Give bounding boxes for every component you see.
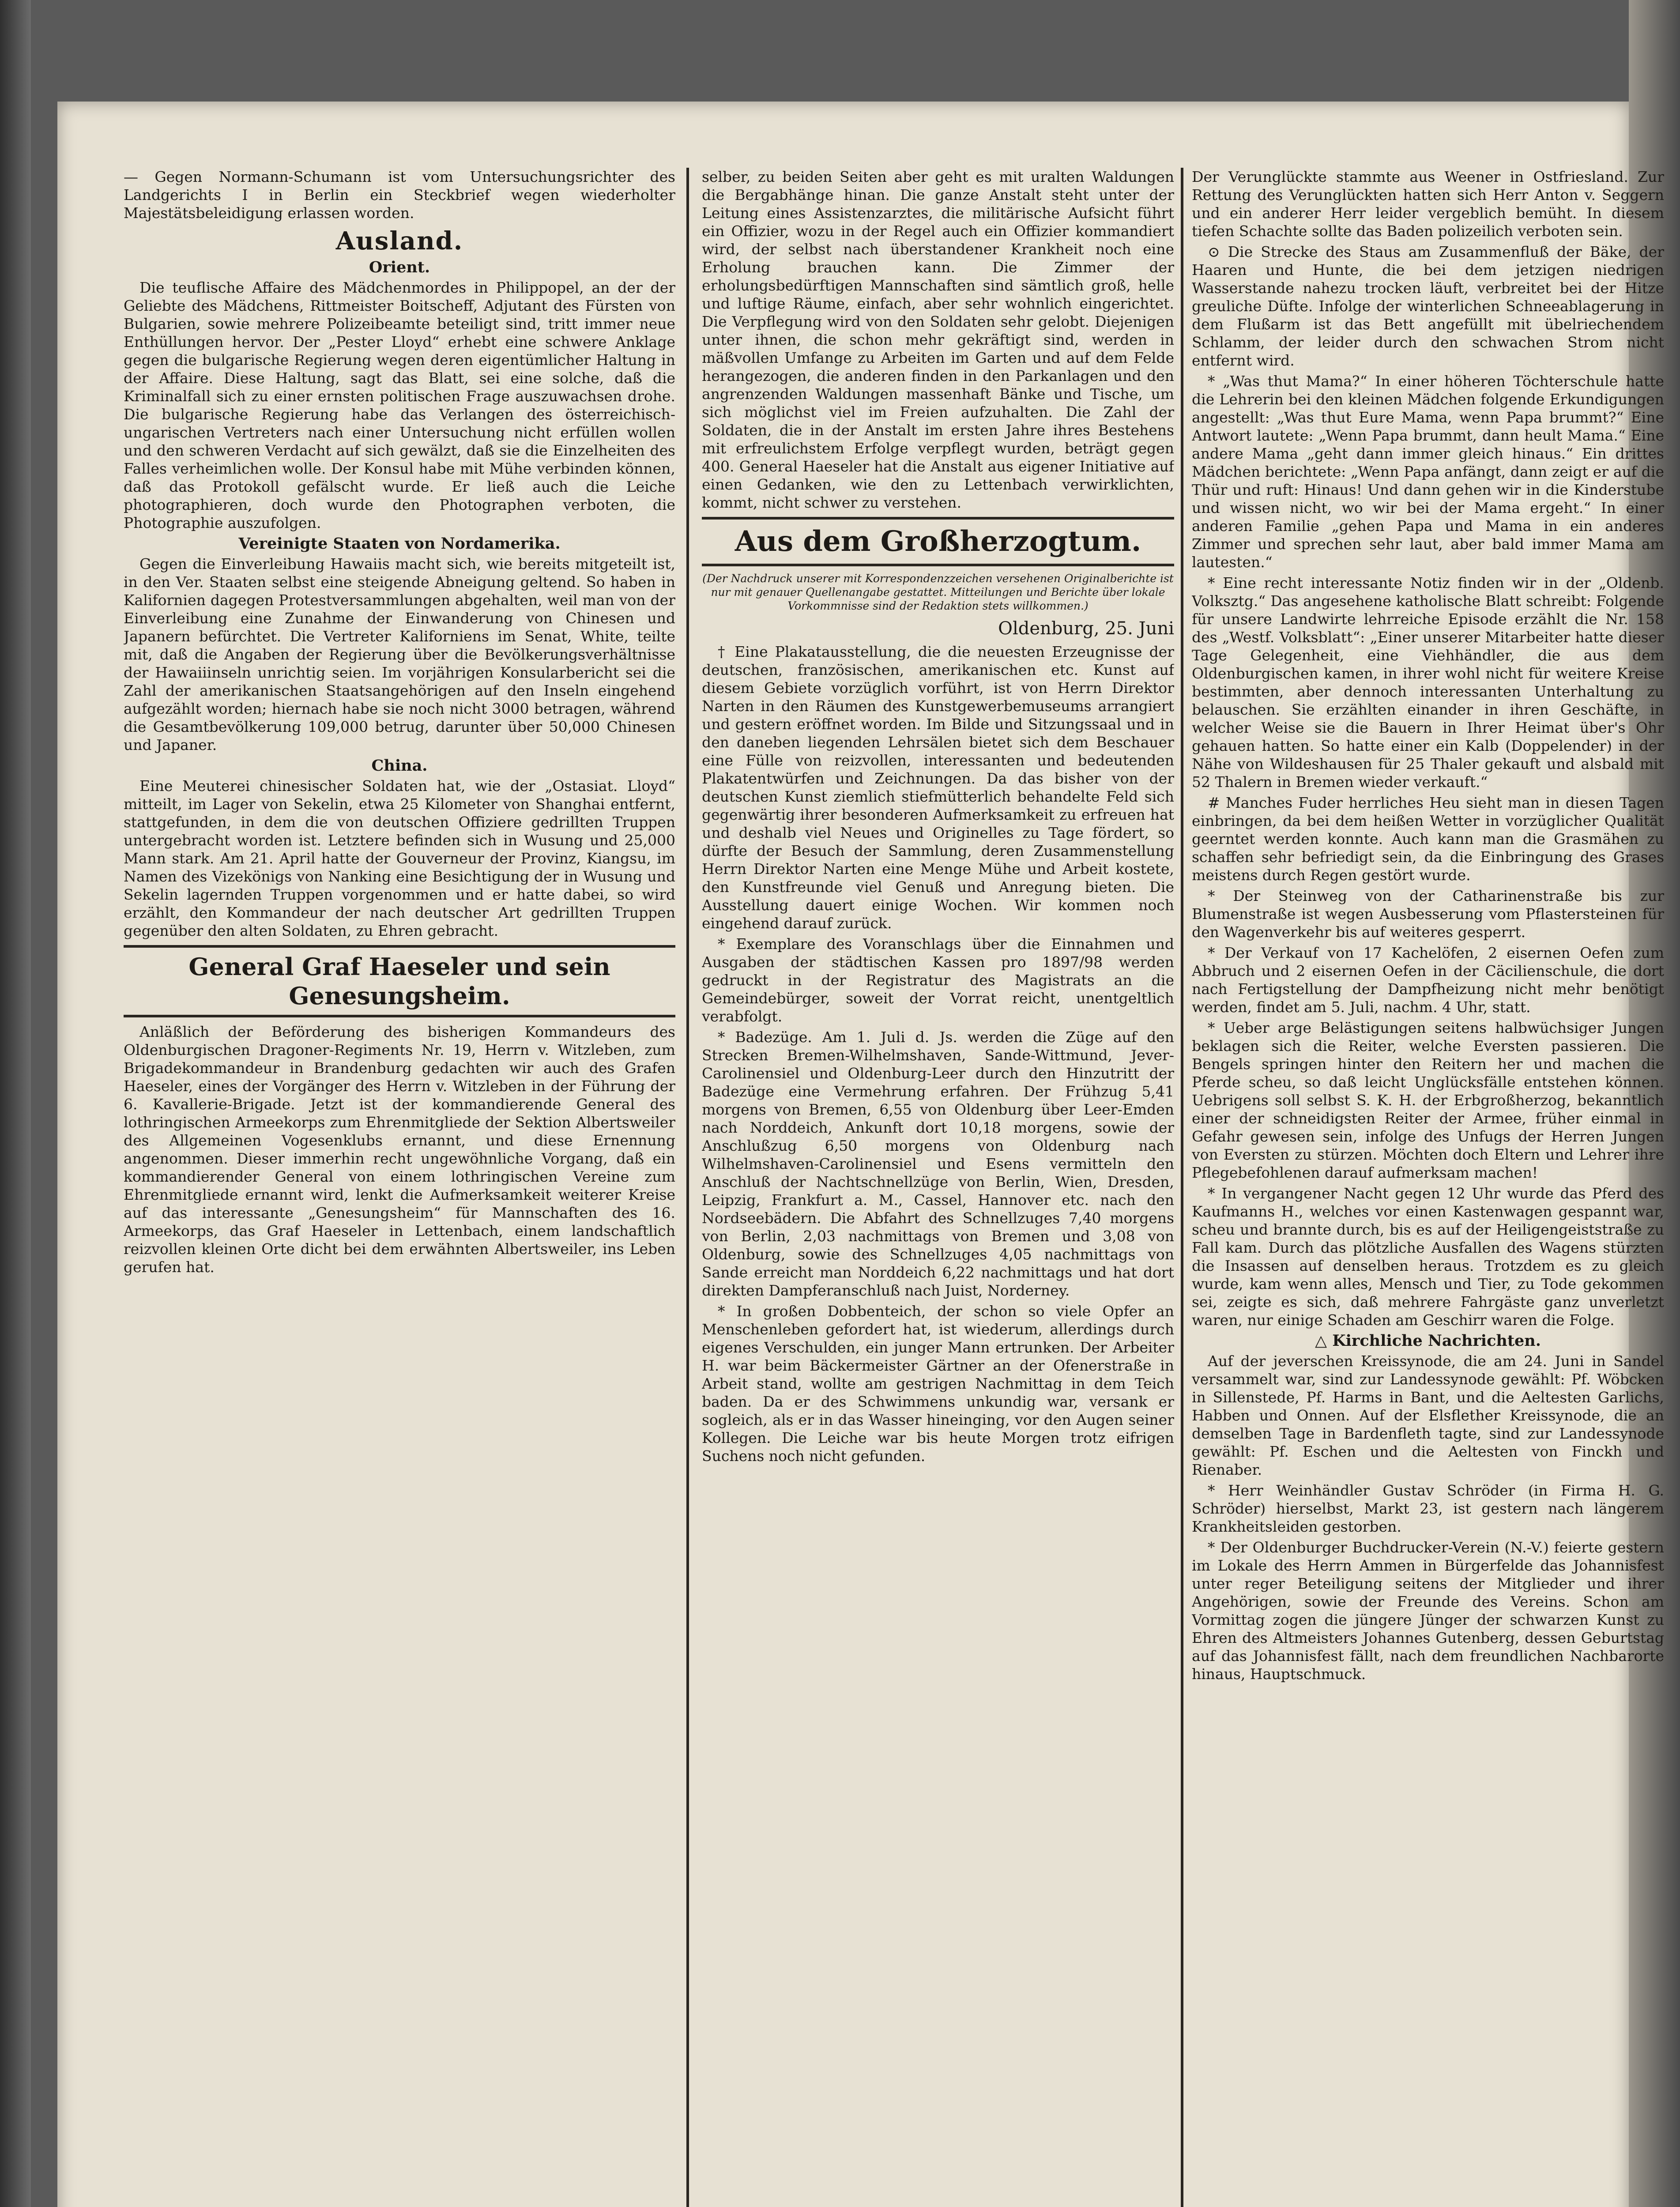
article-title-haeseler: General Graf Haeseler und sein Genesungsheim. (124, 945, 675, 1017)
subheading-usa: Vereinigte Staaten von Nordamerika. (238, 535, 561, 553)
item-voranschlag: * Exemplare des Voranschlags über die Einnahmen und Ausgaben der städtischen Kassen pro 1897/98 werden gedruckt in der Registratur des Magistrats an die Gemeindebürger, soweit der Vorrat reicht, unentgeltlich verabfolgt. (702, 935, 1174, 1025)
item-buchdrucker: * Der Oldenburger Buchdrucker-Verein (N.-V.) feierte gestern im Lokale des Herrn Ammen in Bürgerfelde das Johannisfest unter reger Beteiligung seitens der Mitglieder und ihrer Angehörigen, sowie der Freunde des Vereins. Schon am Vormittag zogen die jüngere Jünger der schwarzen Kunst zu Ehren des Altmeisters Johannes Gutenberg, dessen Geburtstag auf das Johannisfest fällt, nach dem freundlichen Nachbarorte hinaus, Hauptschmuck. (1192, 1539, 1664, 1683)
subheading-orient: Orient. (369, 258, 430, 276)
item-nacht: * In vergangener Nacht gegen 12 Uhr wurde das Pferd des Kaufmanns H., welches vor einen Kastenwagen gespannt war, scheu und brannte durch, bis es auf der Heiligengeiststraße zu Fall kam. Durch das plötzliche Ausfallen des Wagens stürzten die Insassen auf denselben heraus. Trotzdem es zu gleich wurde, kam wenn alles, Mensch und Tier, zu Tode gekommen sei, zeigte es sich, daß mehrere Fahrgäste ganz unverletzt waren, nur einige Schaden am Geschirr waren die Folge. (1192, 1185, 1664, 1329)
column-rule (1181, 168, 1183, 2207)
subheading-kirche: △ Kirchliche Nachrichten. (1315, 1332, 1541, 1350)
intro-paragraph: — Gegen Normann-Schumann ist vom Untersuchungsrichter des Landgerichts I in Berlin ein Steckbrief wegen wiederholter Majestätsbeleidigung erlassen worden. (124, 168, 675, 222)
continued-paragraph: selber, zu beiden Seiten aber geht es mit uralten Waldungen die Bergabhänge hinan. Die ganze Anstalt steht unter der Leitung eines Assistenzarztes, die militärische Aufsicht führt ein Offizier, wozu in der Regel auch ein Offizier kommandiert wird, der selbst nach überstandener Krankheit noch eine Erholung brauchen kann. Die Zimmer der erholungsbedürftigen Mannschaften sind sämtlich groß, helle und luftige Räume, einfach, aber sehr wohnlich eingerichtet. Die Verpflegung wird von den Soldaten sehr gelobt. Diejenigen unter ihnen, die schon mehr gekräftigt sind, werden in mäßvollen Umfange zu Arbeiten im Garten und auf dem Felde herangezogen, die anderen finden in den Parkanlagen und den angrenzenden Waldungen massenhaft Bänke und Tische, um sich möglichst viel im Freien aufzuhalten. Die Zahl der Soldaten, die in der Anstalt im ersten Jahre ihres Bestehens mit erfreulichstem Erfolge verpflegt wurden, beträgt gegen 400. General Haeseler hat die Anstalt aus eigener Initiative auf einen Gedanken, wie den zu Lettenbach verwirklichten, kommt, nicht schwer zu verstehen. (702, 168, 1174, 511)
item-staus: ⊙ Die Strecke des Staus am Zusammenfluß der Bäke, der Haaren und Hunte, die bei dem jetzigen niedrigen Wasserstande nahezu trocken läuft, verbreitet bei der Hitze greuliche Düfte. Infolge der winterlichen Schneeablagerung in dem Flußarm ist das Bett angefüllt mit übelriechendem Schlamm, der leider durch den schwachen Strom nicht entfernt wird. (1192, 243, 1664, 369)
book-binding (0, 0, 31, 2207)
item-notiz: * Eine recht interessante Notiz finden wir in der „Oldenb. Volksztg.“ Das angesehene katholische Blatt schreibt: Folgende für unsere Landwirte lehrreiche Episode erzählt die Nr. 158 des „Westf. Volksblatt“: „Einer unserer Mitarbeiter hatte dieser Tage Gelegenheit, eine Viehhändler, die aus dem Oldenburgischen kamen, in ihrer wohl nicht für weitere Kreise bestimmten, aber dennoch interessanten Unterhaltung zu belauschen. Sie erzählten einander in ihren Geschäfte, in welcher Weise sie die Bauern in Ihrer Heimat über's Ohr gehauen hatten. So hatte einer ein Kalb (Doppelender) in der Nähe von Wildeshausen für 25 Thaler gekauft und alsbald mit 52 Thalern in Bremen wieder verkauft.“ (1192, 574, 1664, 791)
continued-paragraph: Der Verunglückte stammte aus Weener in Ostfriesland. Zur Rettung des Verunglückten hatten sich Herr Anton v. Seggern und ein anderer Herr leider vergeblich bemüht. In diesem tiefen Schachte sollte das Baden polizeilich verboten sein. (1192, 168, 1664, 240)
orient-paragraph: Die teuflische Affaire des Mädchenmordes in Philippopel, an der der Geliebte des Mädchens, Rittmeister Boitscheff, Adjutant des Fürsten von Bulgarien, sowie mehrere Polizeibeamte beteiligt sind, tritt immer neue Enthüllungen hervor. Der „Pester Lloyd“ erhebt eine schwere Anklage gegen die bulgarische Regierung wegen deren eigentümlicher Haltung in der Affaire. Diese Haltung, sagt das Blatt, sei eine solche, daß die Kriminalfall sich zu einer ernsten politischen Frage auszuwachsen drohe. Die bulgarische Regierung habe das Verlangen des österreichisch-ungarischen Vertreters nach einer Untersuchung nicht erfüllen wollen und den schweren Verdacht auf sich gewälzt, daß sie die Einzelheiten des Falles verheimlichen wolle. Der Konsul habe mit Mühe verbinden können, daß das Protokoll gefälscht wurde. Er ließ auch die Leiche photographieren, doch wurde den Photographen verboten, die Photographie auszufolgen. (124, 279, 675, 531)
item-kacheloefen: * Der Verkauf von 17 Kachelöfen, 2 eisernen Oefen zum Abbruch und 2 eisernen Oefen in der Cäcilienschule, die dort nach Fertigstellung der Dampfheizung nicht mehr benötigt werden, findet am 5. Juli, nachm. 4 Uhr, statt. (1192, 944, 1664, 1016)
section-heading-ausland: Ausland. (335, 226, 463, 256)
column-1 (124, 168, 675, 2207)
item-badezuege: * Badezüge. Am 1. Juli d. Js. werden die Züge auf den Strecken Bremen-Wilhelmshaven, Sande-Wittmund, Jever-Carolinensiel und Oldenburg-Leer durch den Hinzutritt der Badezüge eine Vermehrung erfahren. Der Frühzug 5,41 morgens von Bremen, 6,55 von Oldenburg über Leer-Emden nach Norddeich, Ankunft dort 10,18 morgens, sowie der Anschlußzug 6,50 morgens von Oldenburg nach Wilhelmshaven-Carolinensiel und Esens vermitteln den Anschluß der Nachtschnellzüge von Berlin, Wien, Dresden, Leipzig, Frankfurt a. M., Cassel, Hannover etc. nach den Nordseebädern. Die Abfahrt des Schnellzuges 7,40 morgens von Berlin, 2,03 nachmittags von Bremen und 3,08 von Oldenburg, sowie des Schnellzuges 4,05 nachmittags von Sande erreicht man Norddeich 6,22 nachmittags und hat dort direkten Dampferanschluß nach Juist, Norderney. (702, 1028, 1174, 1299)
item-belaestigungen: * Ueber arge Belästigungen seitens halbwüchsiger Jungen beklagen sich die Reiter, welche Eversten passieren. Die Bengels springen hinter den Reitern her und machen die Pferde scheu, so daß leicht Unglücksfälle entstehen können. Uebrigens soll selbst S. K. H. der Erbgroßherzog, bekanntlich einer der schneidigsten Reiter der Armee, früher einmal in Gefahr gewesen sein, infolge des Unfugs der Herren Jungen von Eversten zu stürzen. Möchten doch Eltern und Lehrer ihre Pflegebefohlenen darauf aufmerksam machen! (1192, 1019, 1664, 1181)
column-3 (1192, 168, 1664, 2207)
china-paragraph: Eine Meuterei chinesischer Soldaten hat, wie der „Ostasiat. Lloyd“ mitteilt, im Lager von Sekelin, etwa 25 Kilometer von Shanghai entfernt, stattgefunden, in dem die von deutschen Offiziere gedrillten Truppen untergebracht worden ist. Letztere befinden sich in Wusung und 25,000 Mann stark. Am 21. April hatte der Gouverneur der Provinz, Kiangsu, im Namen des Vizekönigs von Nanking eine Besichtigung der in Wusung und Sekelin lagernden Truppen vorgenommen und er hatte dabei, so wird erzählt, den Kommandeur der nach deutscher Art gedrillten Truppen gegenüber den alten Soldaten, zu Ehren gebracht. (124, 777, 675, 939)
subheading-china: China. (371, 757, 428, 775)
item-steinweg: * Der Steinweg von der Catharinenstraße bis zur Blumenstraße ist wegen Ausbesserung vom Pflastersteinen für den Wagenverkehr bis auf weiteres gesperrt. (1192, 887, 1664, 941)
newspaper-page (57, 102, 1664, 2207)
item-heu: # Manches Fuder herrliches Heu sieht man in diesen Tagen einbringen, da bei dem heißen Wetter in vorzüglicher Qualität geerntet werden konnte. Auch kann man die Grasmähen zu schaffen sehr befriedigt sein, da die Einbringung des Grases meistens durch Regen gestört wurde. (1192, 794, 1664, 884)
section-title-grossherzogtum: Aus dem Großherzogtum. (702, 517, 1174, 566)
usa-paragraph: Gegen die Einverleibung Hawaiis macht sich, wie bereits mitgeteilt ist, in den Ver. Staaten selbst eine steigende Abneigung geltend. So haben in Kalifornien dagegen Protestversammlungen abgehalten, weil man von der Einverleibung eine Zunahme der Einwanderung von Chinesen und Japanern befürchtet. Die Vertreter Kaliforniens im Senat, White, teilte mit, daß die Angaben der Regierung über die Bevölkerungsverhältnisse der Hawaiiinseln unrichtig seien. Im vorjährigen Konsularbericht sei die Zahl der amerikanischen Staatsangehörigen auf den Inseln eingehend aufgezählt worden; hiernach habe sie noch nicht 3000 betragen, während die Gesamtbevölkerung 109,000 betrug, darunter über 50,000 Chinesen und Japaner. (124, 555, 675, 753)
item-kirche: Auf der jeverschen Kreissynode, die am 24. Juni in Sandel versammelt war, sind zur Landessynode gewählt: Pf. Wöbcken in Sillenstede, Pf. Harms in Bant, und die Aeltesten Garlichs, Habben und Onnen. Auf der Elsflether Kreissynode, die an demselben Tage in Bardenfleth tagte, sind zur Landessynode gewählt: Pf. Eschen und die Aeltesten von Finckh und Rienaber. (1192, 1352, 1664, 1478)
column-rule (686, 168, 689, 2207)
item-dobbenteich: * In großen Dobbenteich, der schon so viele Opfer an Menschenleben gefordert hat, ist wiederum, allerdings durch eigenes Verschulden, ein junger Mann ertrunken. Der Arbeiter H. war beim Bäckermeister Gärtner an der Ofenerstraße in Arbeit stand, wollte am gestrigen Nachmittag in dem Teich baden. Da er des Schwimmens unkundig war, versank er sogleich, als er in das Wasser hineinging, vor den Augen seiner Kollegen. Die Leiche war bis heute Morgen trotz eifrigen Suchens noch nicht gefunden. (702, 1303, 1174, 1465)
item-plakatausstellung: † Eine Plakatausstellung, die die neuesten Erzeugnisse der deutschen, französischen, amerikanischen etc. Kunst auf diesem Gebiete vorzüglich vorführt, ist von Herrn Direktor Narten in den Räumen des Kunstgewerbemuseums arrangiert und gestern eröffnet worden. Im Bilde und Sitzungssaal und in den daneben liegenden Lehrsälen bietet sich dem Beschauer eine Fülle von reizvollen, interessanten und bedeutenden Plakatentwürfen und Zeichnungen. Da das bisher von der deutschen Kunst ziemlich stiefmütterlich behandelte Feld sich gegenwärtig ihrer besonderen Aufmerksamkeit zu erfreuen hat und deshalb viel Neues und Originelles zu Tage fördert, so dürfte der Besuch der Sammlung, deren Zusammenstellung Herrn Direktor Narten eine Menge Mühe und Arbeit kostete, den Kunstfreunde viel Genuß und Anregung bieten. Die Ausstellung dauert einige Wochen. Wir kommen noch eingehend darauf zurück. (702, 643, 1174, 932)
item-schroeder: * Herr Weinhändler Gustav Schröder (in Firma H. G. Schröder) hierselbst, Markt 23, ist gestern nach längerem Krankheitsleiden gestorben. (1192, 1482, 1664, 1535)
item-mama: * „Was thut Mama?“ In einer höheren Töchterschule hatte die Lehrerin bei den kleinen Mädchen folgende Erkundigungen angestellt: „Was thut Eure Mama, wenn Papa brummt?“ Eine Antwort lautete: „Wenn Papa brummt, dann heult Mama.“ Eine andere Mama „geht dann immer gleich hinaus.“ Ein drittes Mädchen berichtete: „Wenn Papa anfängt, dann zeigt er auf die Thür und ruft: Hinaus! Und dann gehen wir in die Kinderstube und wissen nicht, wo wir bei der Mama ergeht.“ In einer anderen Familie „gehen Papa und Mama in ein anderes Zimmer und sprechen sehr laut, aber bald immer Mama am lautesten.“ (1192, 373, 1664, 571)
haeseler-paragraph: Anläßlich der Beförderung des bisherigen Kommandeurs des Oldenburgischen Dragoner-Regiments Nr. 19, Herrn v. Witzleben, zum Brigadekommandeur in Brandenburg gedachten wir auch des Grafen Haeseler, eines der Vorgänger des Herrn v. Witzleben in der Führung der 6. Kavallerie-Brigade. Jetzt ist der kommandierende General des lothringischen Armeekorps zum Ehrenmitgliede der Sektion Albertsweiler des Allgemeinen Vogesenklubs ernannt, und diese Ernennung angenommen. Dieser immerhin recht ungewöhnliche Vorgang, daß ein kommandierender General von einem lothringischen Vereine zum Ehrenmitgliede ernannt wird, lenkt die Aufmerksamkeit weiterer Kreise auf das interessante „Genesungsheim“ für Mannschaften des 16. Armeekorps, das Graf Haeseler in Lettenbach, einem landschaftlich reizvollen kleinen Orte dicht bei dem erwähnten Albertsweiler, ins Leben gerufen hat. (124, 1023, 675, 1276)
dateline: Oldenburg, 25. Juni (998, 618, 1174, 639)
column-2 (702, 168, 1174, 2207)
reprint-note: (Der Nachdruck unserer mit Korrespondenzzeichen versehenen Originalberichte ist nur mit genauer Quellenangabe gestattet. Mitteilungen und Berichte über lokale Vorkommnisse sind der Redaktion stets willkommen.) (702, 572, 1174, 612)
